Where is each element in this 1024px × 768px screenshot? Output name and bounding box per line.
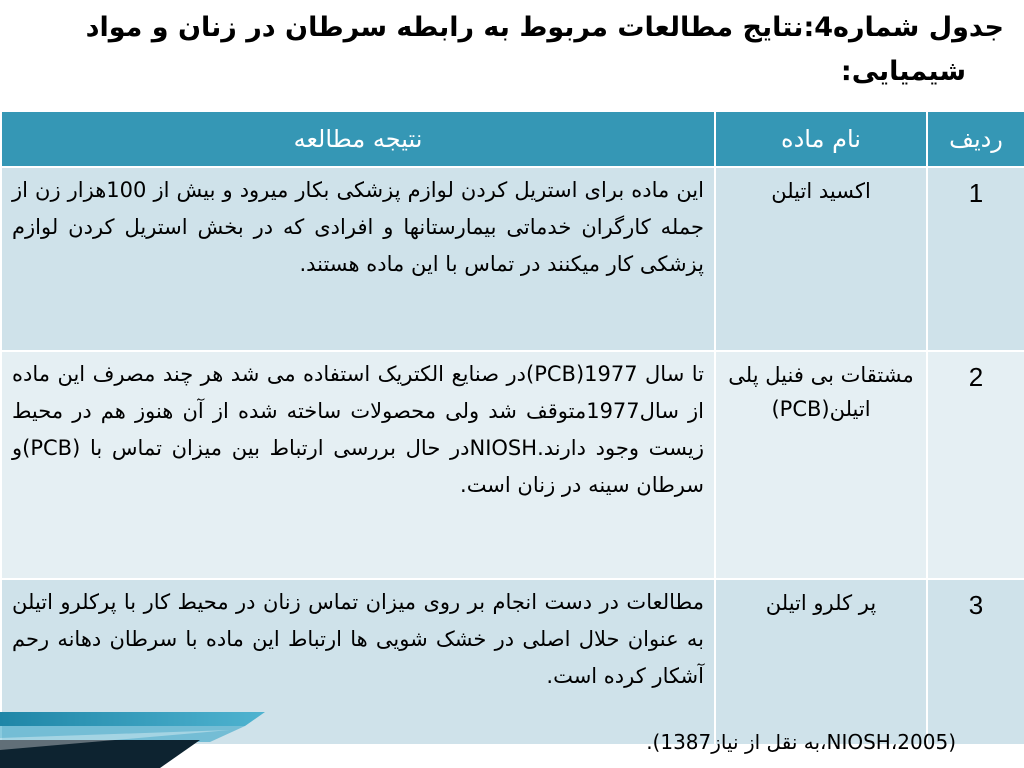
source-citation: (NIOSH،2005،به نقل از نیاز1387). — [646, 730, 956, 754]
slide-title-line2: شیمیایی: — [840, 56, 966, 87]
substance-name-cell: اکسید اتیلن — [715, 167, 927, 351]
row-number-cell: 2 — [927, 351, 1024, 579]
results-table — [0, 110, 1024, 746]
study-result-cell: مطالعات در دست انجام بر روی میزان تماس زنان در محیط کار با پرکلرو اتیلن به عنوان حلال اصلی در خشک شویی ها ارتباط این ماده با سرطان دهانه رحم آشکار کرده است. — [1, 579, 715, 745]
slide-title — [10, 6, 1004, 94]
footer-teal-stripe — [0, 712, 265, 726]
results-table-container — [0, 110, 1024, 746]
header-study-result: نتیجه مطالعه — [1, 111, 715, 167]
row-number-cell: 1 — [927, 167, 1024, 351]
header-row-number: ردیف — [927, 111, 1024, 167]
table-header-row — [1, 111, 1024, 167]
substance-name-cell: مشتقات بی فنیل پلی اتیلن(PCB) — [715, 351, 927, 579]
slide-title-line1: جدول شماره4:نتایج مطالعات مربوط به رابطه سرطان در زنان و مواد — [85, 12, 1004, 43]
table-row — [1, 167, 1024, 351]
study-result-cell: تا سال 1977(PCB)در صنایع الکتریک استفاده می شد هر چند مصرف این ماده از سال1977متوقف شد ولی محصولات ساخته شده از آن هنوز هم در محیط زیست وجود دارند.NIOSHدر حال بررسی ارتباط بین میزان تماس با (PCB)و سرطان سینه در زنان است. — [1, 351, 715, 579]
row-number-cell: 3 — [927, 579, 1024, 745]
header-substance-name: نام ماده — [715, 111, 927, 167]
substance-name-cell: پر کلرو اتیلن — [715, 579, 927, 745]
table-row — [1, 351, 1024, 579]
study-result-cell: این ماده برای استریل کردن لوازم پزشکی بکار میرود و بیش از 100هزار زن از جمله کارگران خدماتی بیمارستانها و افرادی که در بخش استریل کردن لوازم پزشکی کار میکنند در تماس با این ماده هستند. — [1, 167, 715, 351]
